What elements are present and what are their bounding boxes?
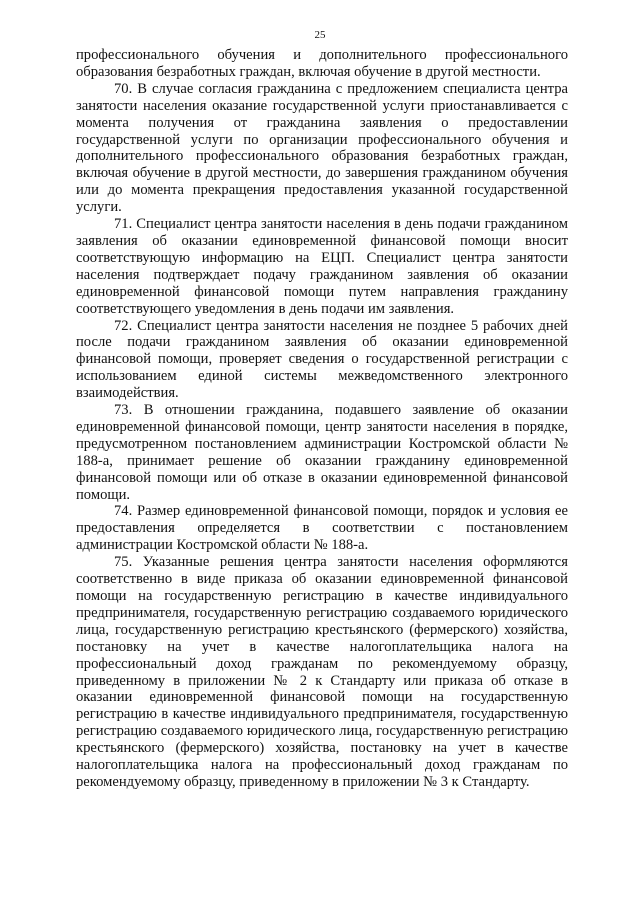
document-body (76, 47, 568, 791)
paragraph-75: 75. Указанные решения центра занятости населения оформляются соответственно в виде приказа об оказании единовременной финансовой помощи на государственную регистрацию в качестве индивидуального предпринимателя, государственную регистрацию создаваемого юридического лица, государственную регистрацию крестьянского (фермерского) хозяйства, постановку на учет в качестве налогоплательщика налога на профессиональный доход гражданам по рекомендуемому образцу, приведенному в приложении № 2 к Стандарту или приказа об отказе в оказании единовременной финансовой помощи на государственную регистрацию в качестве индивидуального предпринимателя, государственную регистрацию создаваемого юридического лица, государственную регистрацию крестьянского (фермерского) хозяйства, постановку на учет в качестве налогоплательщика налога на профессиональный доход гражданам по рекомендуемому образцу, приведенному в приложении № 3 к Стандарту. (76, 554, 568, 790)
paragraph-72: 72. Специалист центра занятости населения не позднее 5 рабочих дней после подачи гражданином заявления об оказании единовременной финансовой помощи, проверяет сведения о государственной регистрации с использованием единой системы межведомственного электронного взаимодействия. (76, 317, 568, 402)
paragraph-71: 71. Специалист центра занятости населения в день подачи гражданином заявления об оказании единовременной финансовой помощи вносит соответствующую информацию на ЕЦП. Специалист центра занятости населения подтверждает подачу гражданином заявления об оказании единовременной финансовой помощи путем направления гражданину соответствующего уведомления в день подачи им заявления. (76, 216, 568, 317)
paragraph-70: 70. В случае согласия гражданина с предложением специалиста центра занятости населения оказание государственной услуги приостанавливается с момента получения от гражданина заявления о предоставлении государственной услуги по организации профессионального обучения и дополнительного профессионального образования безработных граждан, включая обучение в другой местности, до завершения гражданином обучения или до момента прекращения предоставления указанной государственной услуги. (76, 80, 568, 216)
paragraph-73: 73. В отношении гражданина, подавшего заявление об оказании единовременной финансовой помощи, центр занятости населения в порядке, предусмотренном постановлением администрации Костромской области № 188-а, принимает решение об оказании гражданину единовременной финансовой помощи или об отказе в оказании единовременной финансовой помощи. (76, 402, 568, 503)
paragraph-continuation: профессионального обучения и дополнительного профессионального образования безработных граждан, включая обучение в другой местности. (76, 47, 568, 80)
paragraph-74: 74. Размер единовременной финансовой помощи, порядок и условия ее предоставления определяется в соответствии с постановлением администрации Костромской области № 188-а. (76, 503, 568, 554)
page-number: 25 (314, 29, 326, 41)
